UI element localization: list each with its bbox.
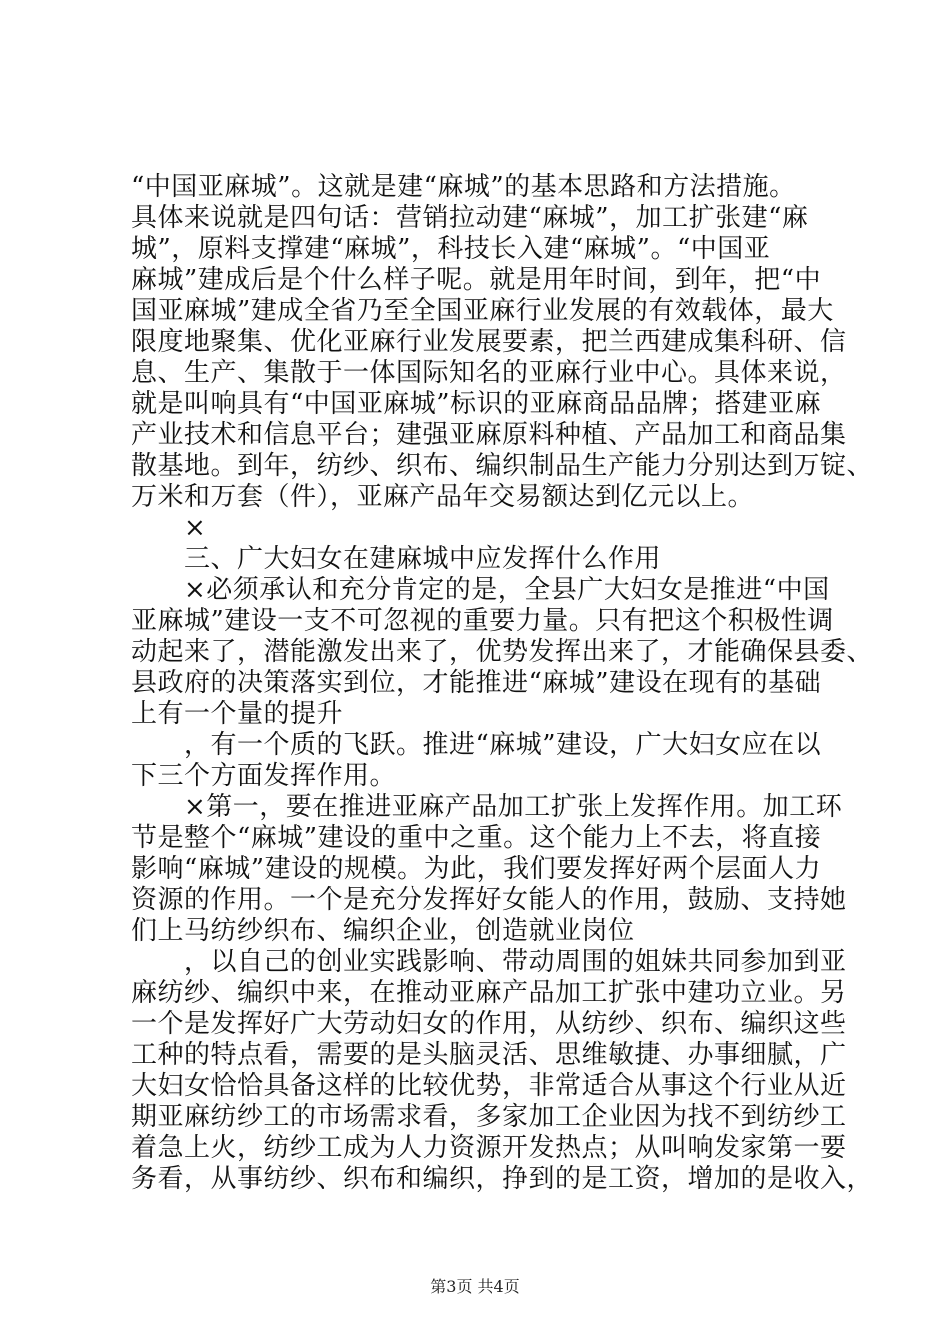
text-line: 就是叫响具有“中国亚麻城”标识的亚麻商品品牌；搭建亚麻 <box>131 389 822 419</box>
text-line: 亚麻城”建设一支不可忽视的重要力量。只有把这个积极性调 <box>131 606 834 636</box>
text-line: “中国亚麻城”。这就是建“麻城”的基本思路和方法措施。 <box>131 172 796 202</box>
text-line: 国亚麻城”建成全省乃至全国亚麻行业发展的有效载体，最大 <box>131 296 834 326</box>
text-line: 限度地聚集、优化亚麻行业发展要素，把兰西建成集科研、信 <box>131 327 847 357</box>
text-line: 下三个方面发挥作用。 <box>131 761 397 791</box>
text-line: 产业技术和信息平台；建强亚麻原料种植、产品加工和商品集 <box>131 420 847 450</box>
text-line: 散基地。到年，纺纱、织布、编织制品生产能力分别达到万锭、 <box>131 451 874 481</box>
text-line: 息、生产、集散于一体国际知名的亚麻行业中心。具体来说， <box>131 358 847 388</box>
text-line: × <box>131 513 207 543</box>
text-line: ，以自己的创业实践影响、带动周围的姐妹共同参加到亚 <box>131 947 847 977</box>
text-line: 着急上火，纺纱工成为人力资源开发热点；从叫响发家第一要 <box>131 1133 847 1163</box>
text-line: 三、广大妇女在建麻城中应发挥什么作用 <box>131 544 662 574</box>
text-line: 务看，从事纺纱、织布和编织，挣到的是工资，增加的是收入， <box>131 1164 874 1194</box>
page-footer: 第3页 共4页 <box>430 1277 520 1296</box>
text-line: 动起来了，潜能激发出来了，优势发挥出来了，才能确保县委、 <box>131 637 874 667</box>
text-line: 工种的特点看，需要的是头脑灵活、思维敏捷、办事细腻，广 <box>131 1040 847 1070</box>
text-line: 期亚麻纺纱工的市场需求看，多家加工企业因为找不到纺纱工 <box>131 1102 847 1132</box>
text-line: 影响“麻城”建设的规模。为此，我们要发挥好两个层面人力 <box>131 854 822 884</box>
text-line: 资源的作用。一个是充分发挥好女能人的作用，鼓励、支持她 <box>131 885 847 915</box>
text-line: 节是整个“麻城”建设的重中之重。这个能力上不去，将直接 <box>131 823 822 853</box>
text-line: 城”，原料支撑建“麻城”，科技长入建“麻城”。“中国亚 <box>131 234 771 264</box>
text-line: 麻城”建成后是个什么样子呢。就是用年时间，到年，把“中 <box>131 265 822 295</box>
document-body <box>131 172 874 1195</box>
text-line: 上有一个量的提升 <box>131 699 344 729</box>
text-line: 县政府的决策落实到位，才能推进“麻城”建设在现有的基础 <box>131 668 822 698</box>
text-line: 大妇女恰恰具备这样的比较优势，非常适合从事这个行业从近 <box>131 1071 847 1101</box>
text-line: ×必须承认和充分肯定的是，全县广大妇女是推进“中国 <box>131 575 830 605</box>
text-line: ，有一个质的飞跃。推进“麻城”建设，广大妇女应在以 <box>131 730 822 760</box>
text-line: 具体来说就是四句话：营销拉动建“麻城”，加工扩张建“麻 <box>131 203 809 233</box>
text-line: 一个是发挥好广大劳动妇女的作用，从纺纱、织布、编织这些 <box>131 1009 847 1039</box>
text-line: ×第一，要在推进亚麻产品加工扩张上发挥作用。加工环 <box>131 792 843 822</box>
text-line: 万米和万套（件），亚麻产品年交易额达到亿元以上。 <box>131 482 755 512</box>
text-line: 麻纺纱、编织中来，在推动亚麻产品加工扩张中建功立业。另 <box>131 978 847 1008</box>
text-line: 们上马纺纱织布、编织企业，创造就业岗位 <box>131 916 635 946</box>
